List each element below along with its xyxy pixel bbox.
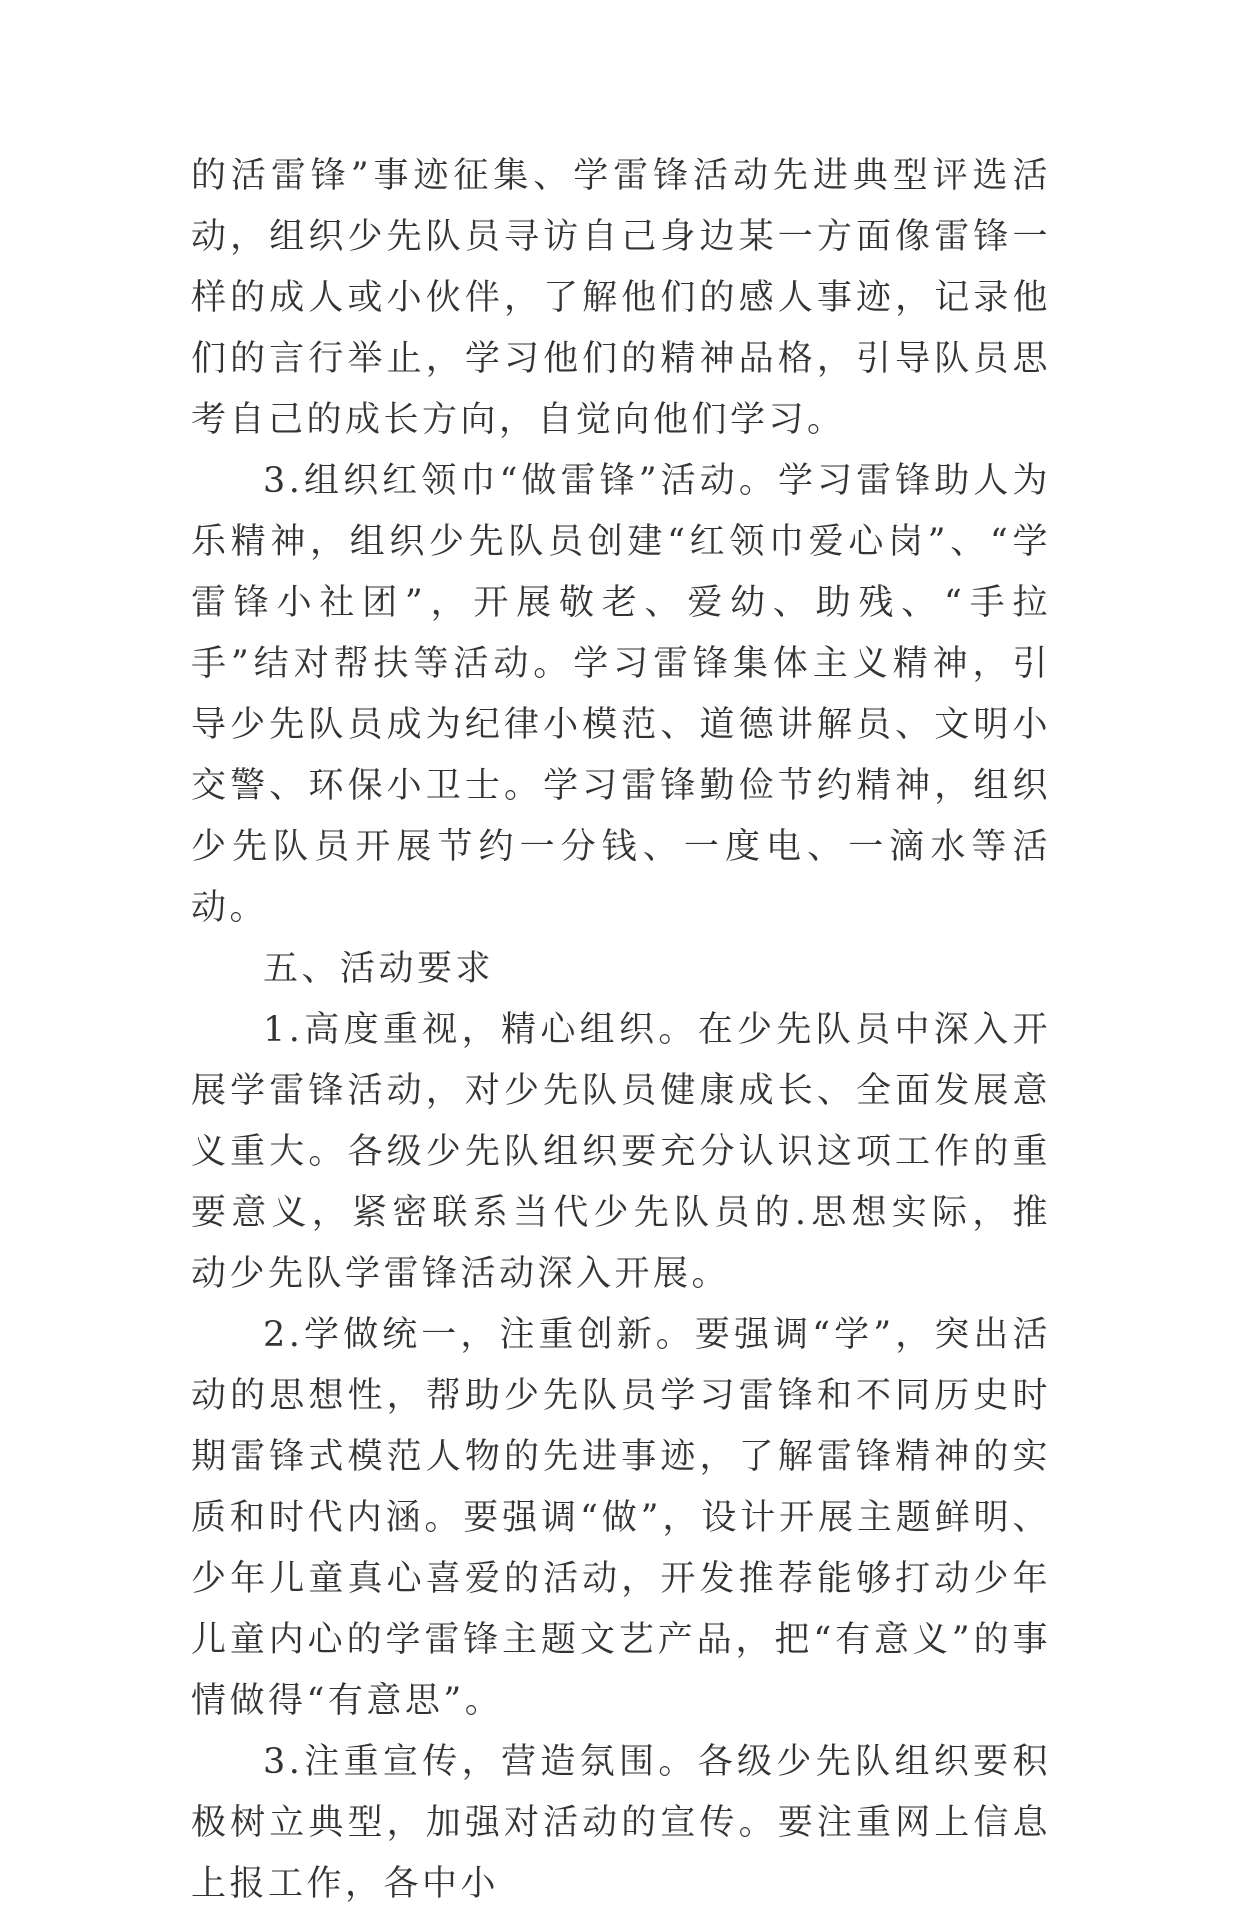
paragraph-requirement-2: 2.学做统一，注重创新。要强调“学”，突出活动的思想性，帮助少先队员学习雷锋和不同历史时期雷锋式模范人物的先进事迹，了解雷锋精神的实质和时代内涵。要强调“做”，设计开展主题鲜明、少年儿童真心喜爱的活动，开发推荐能够打动少年儿童内心的学雷锋主题文艺产品，把“有意义”的事情做得“有意思”。 [191,1315,1051,1721]
paragraph-requirement-3: 3.注重宣传，营造氛围。各级少先队组织要积极树立典型，加强对活动的宣传。要注重网上信息上报工作，各中小 [191,1742,1051,1904]
document-body [191,146,1051,1915]
paragraph-item-3-do-leifeng: 3.组织红领巾“做雷锋”活动。学习雷锋助人为乐精神，组织少先队员创建“红领巾爱心岗”、“学雷锋小社团”，开展敬老、爱幼、助残、“手拉手”结对帮扶等活动。学习雷锋集体主义精神，引导少先队员成为纪律小模范、道德讲解员、文明小交警、环保小卫士。学习雷锋勤俭节约精神，组织少先队员开展节约一分钱、一度电、一滴水等活动。 [191,461,1051,928]
section-heading-requirements: 五、活动要求 [263,949,495,989]
paragraph-requirement-1: 1.高度重视，精心组织。在少先队员中深入开展学雷锋活动，对少先队员健康成长、全面发展意义重大。各级少先队组织要充分认识这项工作的重要意义，紧密联系当代少先队员的.思想实际，推动少先队学雷锋活动深入开展。 [191,1010,1051,1294]
paragraph-continuation: 的活雷锋”事迹征集、学雷锋活动先进典型评选活动，组织少先队员寻访自己身边某一方面像雷锋一样的成人或小伙伴，了解他们的感人事迹，记录他们的言行举止，学习他们的精神品格，引导队员思考自己的成长方向，自觉向他们学习。 [191,156,1051,440]
